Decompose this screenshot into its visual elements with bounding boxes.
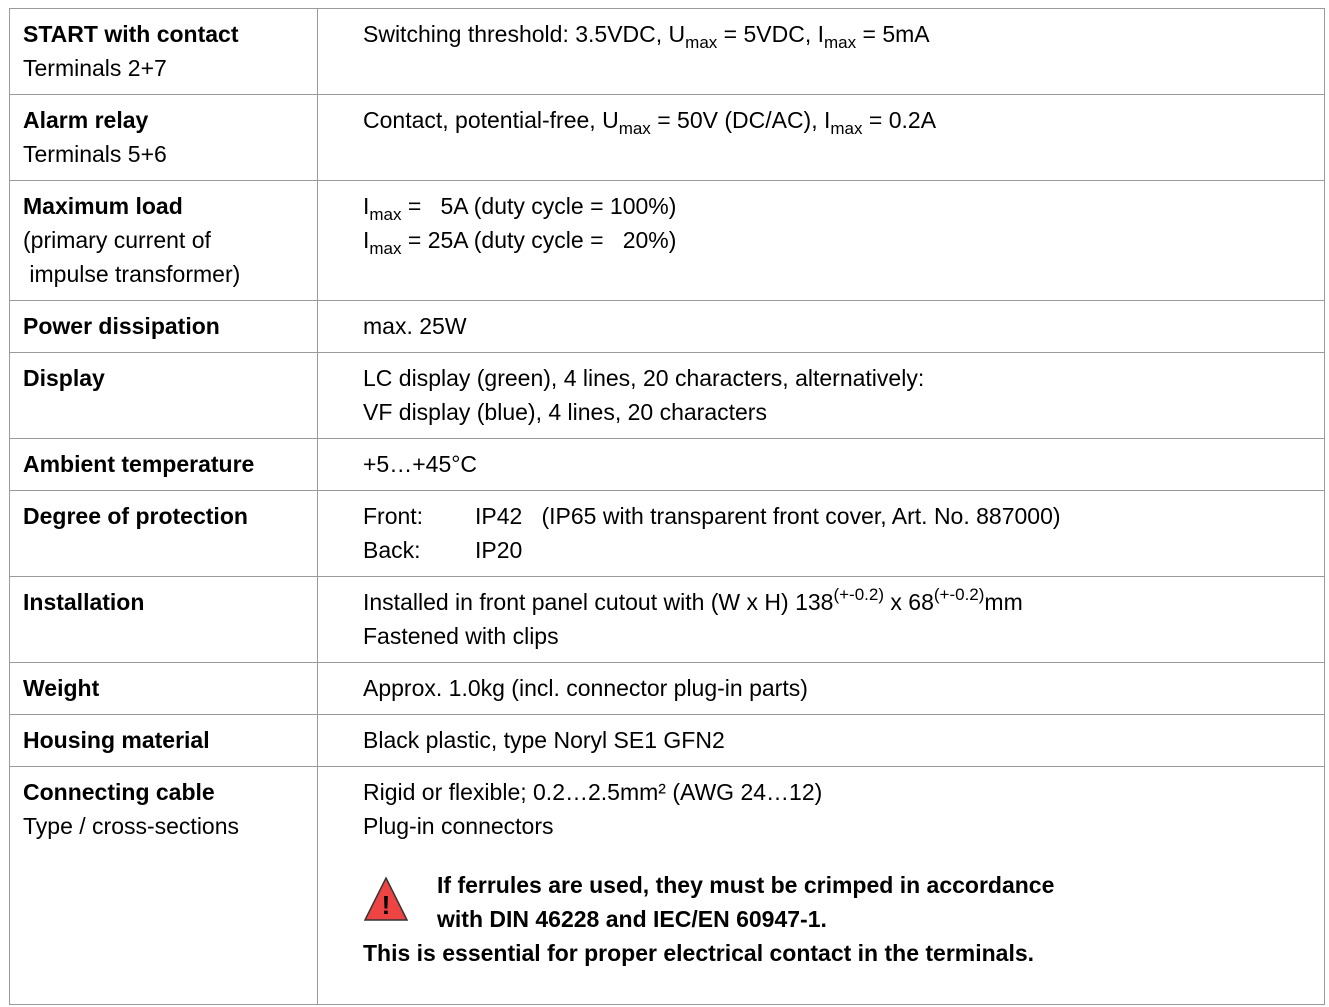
row-label-cell xyxy=(10,663,318,715)
row-value-cell xyxy=(318,577,1325,663)
row-label-cell xyxy=(10,491,318,577)
row-value: Fastened with clips xyxy=(363,623,559,649)
row-value: +5…+45°C xyxy=(363,451,478,477)
row-label: Installation xyxy=(23,589,145,615)
row-value xyxy=(363,499,1318,533)
row-value-cell xyxy=(318,491,1325,577)
warning-line: If ferrules are used, they must be crimped in accordance xyxy=(437,872,1055,898)
value-text: mm xyxy=(984,589,1023,615)
table-row xyxy=(10,181,1325,301)
row-value-cell xyxy=(318,353,1325,439)
row-value: Plug-in connectors xyxy=(363,813,554,839)
row-label: Housing material xyxy=(23,727,210,753)
value-text: = 5A (duty cycle = 100%) xyxy=(401,193,677,219)
row-label: Weight xyxy=(23,675,100,701)
row-label: START with contact xyxy=(23,21,239,47)
subscript: max xyxy=(685,33,718,52)
row-sublabel: impulse transformer) xyxy=(23,261,241,287)
row-label-cell xyxy=(10,181,318,301)
row-sublabel: Type / cross-sections xyxy=(23,813,240,839)
value-text: = 5VDC, I xyxy=(717,21,825,47)
row-value: Approx. 1.0kg (incl. connector plug-in parts) xyxy=(363,675,808,701)
row-label: Power dissipation xyxy=(23,313,220,339)
superscript: (+-0.2) xyxy=(833,585,884,604)
warning-line: with DIN 46228 and IEC/EN 60947-1. xyxy=(437,906,827,932)
row-label: Display xyxy=(23,365,105,391)
warning-triangle-icon xyxy=(363,876,409,922)
row-value xyxy=(363,223,1318,257)
row-label-cell xyxy=(10,301,318,353)
row-label-cell xyxy=(10,353,318,439)
row-value: max. 25W xyxy=(363,313,467,339)
row-value: Rigid or flexible; 0.2…2.5mm² (AWG 24…12) xyxy=(363,779,823,805)
table-row xyxy=(10,95,1325,181)
subscript: max xyxy=(830,119,863,138)
row-value xyxy=(363,585,1318,619)
technical-data-table xyxy=(9,8,1325,1005)
table-row xyxy=(10,767,1325,1005)
row-value-cell xyxy=(318,95,1325,181)
value-text: = 50V (DC/AC), I xyxy=(650,107,831,133)
row-sublabel: Terminals 2+7 xyxy=(23,55,167,81)
row-label-cell xyxy=(10,95,318,181)
row-label: Degree of protection xyxy=(23,503,248,529)
value-text: I xyxy=(363,227,370,253)
warning-line: This is essential for proper electrical contact in the terminals. xyxy=(363,940,1035,966)
row-value-cell xyxy=(318,663,1325,715)
row-label: Maximum load xyxy=(23,193,183,219)
subscript: max xyxy=(369,205,402,224)
subscript: max xyxy=(824,33,857,52)
row-label: Ambient temperature xyxy=(23,451,255,477)
table-row xyxy=(10,577,1325,663)
row-value: Black plastic, type Noryl SE1 GFN2 xyxy=(363,727,725,753)
row-sublabel: Terminals 5+6 xyxy=(23,141,167,167)
row-sublabel: (primary current of xyxy=(23,227,211,253)
table-row xyxy=(10,491,1325,577)
warning-note xyxy=(363,868,1318,936)
row-label-cell xyxy=(10,439,318,491)
back-label: Back: xyxy=(363,537,421,563)
row-value-cell xyxy=(318,767,1325,1005)
value-text: Contact, potential-free, U xyxy=(363,107,619,133)
table-row xyxy=(10,301,1325,353)
row-value-cell xyxy=(318,9,1325,95)
table-row xyxy=(10,353,1325,439)
front-value: IP42 (IP65 with transparent front cover, Art. No. 887000) xyxy=(475,503,1061,529)
table-row xyxy=(10,439,1325,491)
table-row xyxy=(10,663,1325,715)
row-value xyxy=(363,17,1318,51)
row-label-cell xyxy=(10,9,318,95)
row-label: Alarm relay xyxy=(23,107,149,133)
value-text: = 5mA xyxy=(856,21,930,47)
value-text: = 0.2A xyxy=(862,107,937,133)
table-row xyxy=(10,715,1325,767)
row-value: LC display (green), 4 lines, 20 characters, alternatively: xyxy=(363,365,925,391)
row-value-cell xyxy=(318,301,1325,353)
row-value: VF display (blue), 4 lines, 20 characters xyxy=(363,399,767,425)
back-value: IP20 xyxy=(475,537,523,563)
value-text: Switching threshold: 3.5VDC, U xyxy=(363,21,686,47)
row-value xyxy=(363,533,1318,567)
row-value xyxy=(363,103,1318,137)
row-label-cell xyxy=(10,767,318,1005)
row-value-cell xyxy=(318,715,1325,767)
value-text: Installed in front panel cutout with (W x H) 138 xyxy=(363,589,834,615)
row-value-cell xyxy=(318,181,1325,301)
superscript: (+-0.2) xyxy=(933,585,985,604)
front-label: Front: xyxy=(363,503,424,529)
value-text: = 25A (duty cycle = 20%) xyxy=(401,227,677,253)
subscript: max xyxy=(369,239,402,258)
row-label-cell xyxy=(10,577,318,663)
value-text: I xyxy=(363,193,370,219)
row-value xyxy=(363,189,1318,223)
value-text: x 68 xyxy=(884,589,934,615)
row-label: Connecting cable xyxy=(23,779,215,805)
table-row xyxy=(10,9,1325,95)
svg-text:!: ! xyxy=(381,890,391,920)
row-value-cell xyxy=(318,439,1325,491)
subscript: max xyxy=(618,119,651,138)
row-label-cell xyxy=(10,715,318,767)
